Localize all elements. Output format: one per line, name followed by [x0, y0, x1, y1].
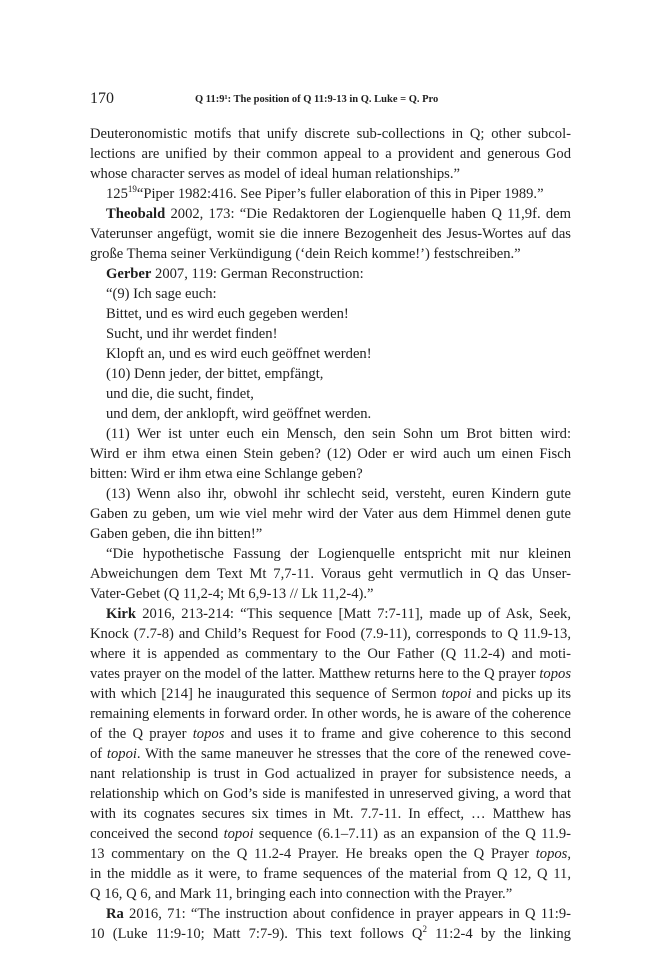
text-segment: 10 (Luke 11:9-10; Matt 7:7-9). This text follows Q [90, 926, 423, 942]
text-segment: 2002, 173: “Die Redaktoren der Logienquelle haben Q 11,9f. dem [165, 206, 571, 222]
italic-term: topos [535, 846, 568, 862]
text-segment: 11:2-4 by the linking [426, 926, 571, 942]
running-head: Q 11:9¹: The position of Q 11:9-13 in Q. Luke = Q. Pro [195, 94, 439, 105]
verse-line: Bittet, und es wird euch gegeben werden! [106, 306, 349, 322]
text-segment: with which [214] he inaugurated this sequence of Sermon [90, 686, 442, 702]
text-line: Wird er ihm etwa einen Stein geben? (12) Oder er wird auch um einen Fisch [90, 446, 571, 462]
author-name: Ra [106, 906, 124, 922]
text-segment: and uses it to frame and give coherence to this second [230, 726, 571, 742]
superscript: 19 [127, 184, 137, 194]
text-line [90, 844, 571, 864]
text-segment: conceived the second [90, 826, 224, 842]
text-line: in the middle as it were, to frame sequences of the material from Q 12, Q 11, [90, 866, 571, 882]
author-name: Gerber [106, 266, 152, 282]
verse-line: Klopft an, und es wird euch geöffnet werden! [106, 346, 372, 362]
superscript: 2 [422, 924, 427, 934]
page-header [90, 90, 571, 110]
text-segment: of [90, 746, 107, 762]
verse-line: und dem, der anklopft, wird geöffnet werden. [106, 406, 372, 422]
text-line [90, 204, 571, 224]
italic-term: topos [192, 726, 225, 742]
text-line: Gaben geben, die ihn bitten!” [90, 526, 263, 542]
text-line [90, 724, 571, 744]
text-line: (13) Wenn also ihr, obwohl ihr schlecht seid, versteht, euren Kindern gute [106, 486, 571, 502]
text-line: relationship which on God’s side is manifested in unreserved giving, a word that [90, 786, 571, 802]
verse-line: und die, die sucht, findet, [106, 386, 254, 402]
text-line: Q 16, Q 6, and Mark 11, bringing each into connection with the Prayer.” [90, 886, 513, 902]
text-line [90, 684, 571, 704]
text-segment: vates prayer on the model of the latter. Matthew returns here to the Q prayer [90, 666, 540, 682]
text-line [90, 924, 571, 944]
text-line: Gaben zu geben, um wie viel mehr wird der Vater aus dem Himmel denen gute [90, 506, 571, 522]
text-segment: 2016, 71: “The instruction about confidence in prayer appears in Q 11:9- [123, 906, 571, 922]
italic-term: topos [539, 666, 571, 682]
italic-term: topoi [223, 826, 254, 842]
text-line: “Die hypothetische Fassung der Logienquelle entspricht mit nur kleinen [106, 546, 571, 562]
italic-term: topoi [441, 686, 472, 702]
text-segment: sequence (6.1–7.11) as an expansion of the Q 11.9- [253, 826, 571, 842]
text-line [90, 824, 571, 844]
text-line: nant relationship is trust in God actualized in prayer for subsistence needs, a [90, 766, 571, 782]
text-line: Vater-Gebet (Q 11,2-4; Mt 6,9-13 // Lk 11,2-4).” [90, 586, 374, 602]
text-line: with its cognates secures six times in Mt. 7.7-11. In effect, … Matthew has [90, 806, 571, 822]
text-segment: “Piper 1982:416. See Piper’s fuller elaboration of this in Piper 1989.” [136, 186, 544, 202]
text-line: Deuteronomistic motifs that unify discrete sub-collections in Q; other subcol- [90, 126, 571, 142]
text-segment: . With the same maneuver he stresses that the core of the renewed cove- [136, 746, 571, 762]
text-line [90, 604, 571, 624]
text-line [90, 744, 571, 764]
verse-line: Sucht, und ihr werdet finden! [106, 326, 278, 342]
text-line: remaining elements in forward order. In other words, he is aware of the coherence [90, 706, 571, 722]
text-line [90, 904, 571, 924]
text-line: Abweichungen dem Text Mt 7,7-11. Voraus geht vermutlich in Q das Unser- [90, 566, 571, 582]
text-segment: 2016, 213-214: “This sequence [Matt 7:7-11], made up of Ask, Seek, [136, 606, 571, 622]
footnote-reference-line [90, 184, 571, 204]
text-line [90, 264, 571, 284]
text-line: where it is appended as commentary to the Our Father (Q 11.2-4) and moti- [90, 646, 571, 662]
text-line: whose character serves as model of ideal human relationships.” [90, 166, 460, 182]
text-line: Knock (7.7-8) and Child’s Request for Food (7.9-11), corresponds to Q 11.9-13, [90, 626, 571, 642]
author-name: Kirk [106, 606, 136, 622]
text-line: lections are unified by their common appeal to a provident and generous God [90, 146, 571, 162]
text-line: Vaterunser angefügt, womit sie die innere Bezogenheit des Jesus-Wortes auf das [90, 226, 571, 242]
text-segment: , [567, 846, 571, 862]
body-text [90, 124, 571, 944]
text-segment: 2007, 119: German Reconstruction: [151, 266, 364, 282]
text-line [90, 664, 571, 684]
text-line: große Thema seiner Verkündigung (‘dein Reich komme!’) festschreiben.” [90, 246, 521, 262]
reference-number: 125 [106, 186, 128, 202]
page-number: 170 [90, 90, 114, 107]
text-segment: and picks up its [471, 686, 571, 702]
italic-term: topoi [106, 746, 137, 762]
text-segment: of the Q prayer [90, 726, 193, 742]
author-name: Theobald [106, 206, 166, 222]
verse-line: (10) Denn jeder, der bittet, empfängt, [106, 366, 324, 382]
verse-line: “(9) Ich sage euch: [106, 286, 217, 302]
text-line: bitten: Wird er ihm etwa eine Schlange geben? [90, 466, 363, 482]
text-segment: 13 commentary on the Q 11.2-4 Prayer. He breaks open the Q Prayer [90, 846, 536, 862]
text-line: (11) Wer ist unter euch ein Mensch, den sein Sohn um Brot bitten wird: [106, 426, 571, 442]
